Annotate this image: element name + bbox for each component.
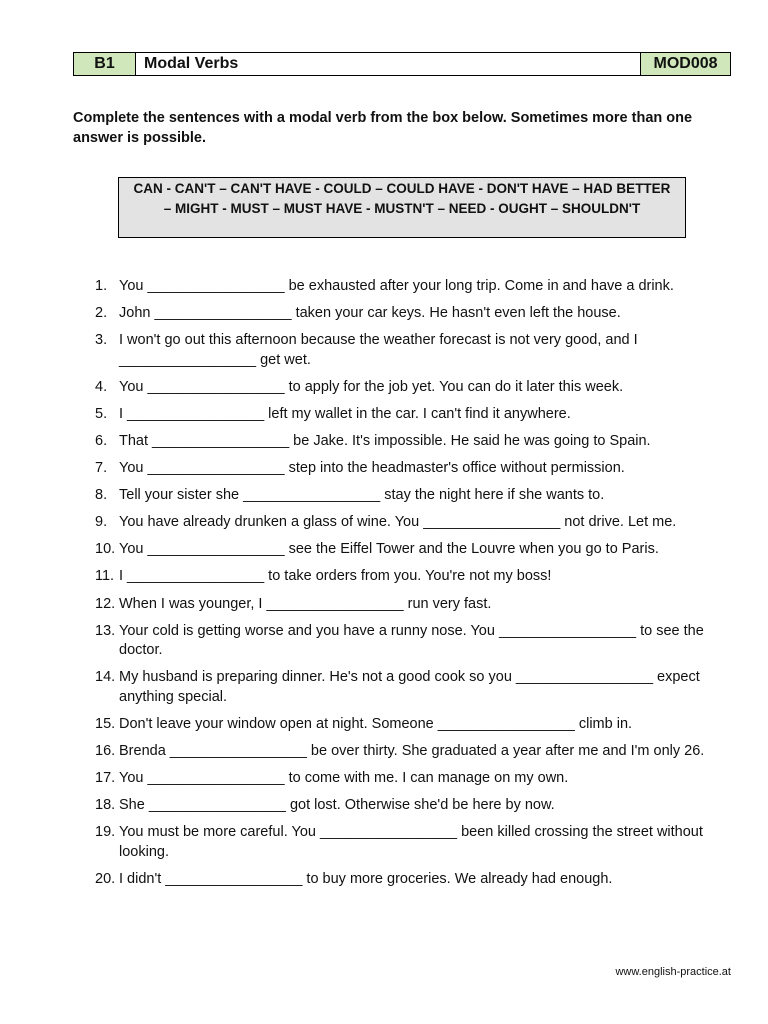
worksheet-header bbox=[73, 52, 731, 76]
item-text: I _________________ left my wallet in the car. I can't find it anywhere. bbox=[119, 405, 571, 422]
list-item bbox=[95, 378, 735, 398]
item-text: Tell your sister she _________________ stay the night here if she wants to. bbox=[119, 487, 605, 504]
item-text: Don't leave your window open at night. Someone _________________ climb in. bbox=[119, 715, 633, 732]
item-text: You _________________ step into the headmaster's office without permission. bbox=[119, 460, 625, 477]
list-item bbox=[95, 567, 735, 587]
item-number: 14. bbox=[95, 669, 116, 686]
item-text: You _________________ to come with me. I can manage on my own. bbox=[119, 770, 569, 786]
level-label: B1 bbox=[74, 53, 136, 75]
item-number: 9. bbox=[95, 514, 108, 531]
list-item bbox=[95, 540, 735, 560]
item-number: 20. bbox=[95, 870, 116, 887]
item-text: John _________________ taken your car keys. He hasn't even left the house. bbox=[119, 305, 621, 322]
item-number: 19. bbox=[95, 824, 116, 841]
item-text: You must be more careful. You _________________ been killed crossing the street without looking. bbox=[119, 824, 703, 860]
list-item bbox=[95, 742, 735, 762]
item-text: You _________________ be exhausted after your long trip. Come in and have a drink. bbox=[119, 278, 674, 294]
worksheet-code: MOD008 bbox=[640, 53, 730, 75]
item-text: You _________________ to apply for the job yet. You can do it later this week. bbox=[119, 378, 624, 395]
item-number: 6. bbox=[95, 432, 108, 449]
instructions: Complete the sentences with a modal verb from the box below. Sometimes more than one answer is possible. bbox=[73, 110, 693, 146]
item-number: 3. bbox=[95, 332, 108, 349]
item-text: You _________________ see the Eiffel Tower and the Louvre when you go to Paris. bbox=[119, 541, 659, 558]
item-text: I _________________ to take orders from you. You're not my boss! bbox=[119, 568, 552, 585]
item-number: 4. bbox=[95, 378, 108, 395]
list-item bbox=[95, 432, 735, 452]
list-item bbox=[95, 595, 735, 615]
item-number: 18. bbox=[95, 797, 116, 814]
word-box: CAN - CAN'T – CAN'T HAVE - COULD – COULD HAVE - DON'T HAVE – HAD BETTER – MIGHT - MUST – MUST HAVE - MUSTN'T – NEED - OUGHT – SHOULDN'T bbox=[118, 177, 686, 238]
item-text: Your cold is getting worse and you have a runny nose. You _________________ to see the doctor. bbox=[119, 622, 704, 659]
item-number: 10. bbox=[95, 541, 116, 558]
list-item bbox=[95, 622, 735, 661]
list-item bbox=[95, 715, 735, 735]
item-text: You have already drunken a glass of wine. You _________________ not drive. Let me. bbox=[119, 514, 677, 531]
item-number: 16. bbox=[95, 742, 116, 759]
item-text: Brenda _________________ be over thirty. She graduated a year after me and I'm only 26. bbox=[119, 742, 705, 759]
worksheet-title: Modal Verbs bbox=[136, 53, 640, 75]
item-text: When I was younger, I _________________ run very fast. bbox=[119, 595, 492, 612]
item-number: 8. bbox=[95, 487, 108, 504]
item-number: 11. bbox=[95, 568, 115, 585]
item-number: 15. bbox=[95, 715, 116, 732]
list-item bbox=[95, 870, 735, 890]
list-item bbox=[95, 459, 735, 479]
item-text: I didn't _________________ to buy more groceries. We already had enough. bbox=[119, 870, 613, 887]
item-text: My husband is preparing dinner. He's not a good cook so you _________________ expect anything special. bbox=[119, 669, 700, 705]
item-number: 17. bbox=[95, 770, 116, 786]
item-number: 1. bbox=[95, 278, 108, 294]
list-item bbox=[95, 823, 735, 862]
list-item bbox=[95, 277, 735, 297]
item-number: 12. bbox=[95, 595, 116, 612]
item-text: That _________________ be Jake. It's impossible. He said he was going to Spain. bbox=[119, 432, 651, 449]
sentence-list bbox=[95, 277, 735, 897]
item-text: She _________________ got lost. Otherwise she'd be here by now. bbox=[119, 797, 555, 814]
item-number: 2. bbox=[95, 305, 108, 322]
item-text: I won't go out this afternoon because the weather forecast is not very good, and I _________________ get wet. bbox=[119, 332, 638, 368]
list-item bbox=[95, 486, 735, 506]
item-number: 13. bbox=[95, 622, 116, 639]
list-item bbox=[95, 668, 735, 707]
list-item bbox=[95, 331, 735, 370]
item-number: 7. bbox=[95, 460, 108, 477]
list-item bbox=[95, 304, 735, 324]
list-item bbox=[95, 405, 735, 425]
list-item bbox=[95, 796, 735, 816]
list-item bbox=[95, 769, 735, 789]
item-number: 5. bbox=[95, 405, 108, 422]
footer-url: www.english-practice.at bbox=[615, 966, 731, 978]
list-item bbox=[95, 513, 735, 533]
